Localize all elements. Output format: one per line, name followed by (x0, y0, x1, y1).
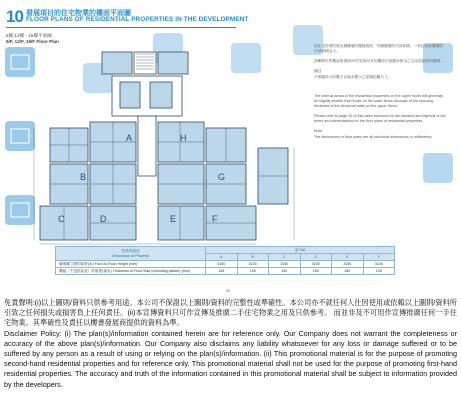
watermark-logo-icon (420, 150, 456, 186)
table-flat-col: A (206, 254, 238, 261)
note-en-heading: Note: (314, 129, 323, 133)
disclaimer-zh: 免責聲明:(i)以上圖則/資料只供參考用途。本公司不保證以上圖則/資料的完整性或準確性。本公司亦不就任何人仕因使用或依賴以上圖則/資料所引致之任何損失或損害負上任何責任。(ii)本宣傳資料只可作宣傳及推廣二手住宅物業之用及只供參考。 而並非及不可用作宣傳推廣任何一手住宅物業。其準確性及責任以樓書發展商提供的資料為準。 (4, 298, 457, 328)
note-zh-3: 平面圖所示的數字以毫米標示之建築結構尺寸。 (314, 75, 392, 79)
unit-label: D (100, 214, 107, 224)
plan-notes (314, 44, 446, 145)
unit-label: F (212, 214, 218, 224)
table-flat-col: C (269, 254, 301, 261)
note-en-3: The dimensions in floor plans are all structural dimensions in millimetres. (314, 135, 433, 139)
table-flat-col: F (363, 254, 395, 261)
property-description-table (55, 246, 395, 275)
table-header-flat: 室 Flat (206, 247, 395, 254)
note-en-2: Please refer to page 20 of this sales brochure for the remarks and legends of the terms and abbreviations for the floor plans of residential properties. (314, 114, 446, 123)
unit-label: E (170, 214, 177, 224)
floor-label-zh: 5樓,12樓 - 15樓平面圖 (6, 33, 52, 38)
table-row: 樓板（不包括灰泥）的厚度(毫米) Thickness of Floor Slab (excluding plaster) (mm) 125 150 150 150 150 125 (56, 268, 395, 275)
table-flat-col: D (300, 254, 332, 261)
table-flat-col: B (237, 254, 269, 261)
page-number: 22 (226, 288, 231, 293)
section-title-en: FLOOR PLANS OF RESIDENTIAL PROPERTIES IN THE DEVELOPMENT (26, 16, 249, 23)
note-zh-heading: 備註 (314, 69, 322, 73)
table-flat-col: E (332, 254, 364, 261)
note-zh-2: 請參閱本售樓說明書第20頁至第22頁的樓面平面圖所使用之名詞及縮寫的圖例。 (314, 59, 444, 63)
note-zh-1: 因住宅物業的較高層樓層的樓板較厚，有關樓層的內部面積，一般比較低樓層的內部面積為小。 (314, 44, 444, 53)
note-en-1: The internal areas of the residential properties on the upper floors will generally be slightly smaller than those on the lower floors because of the reducing thickness of the structural walls on the upper floors. (314, 94, 444, 108)
header-divider (6, 27, 236, 28)
section-number: 10 (6, 7, 23, 26)
disclaimer (4, 298, 457, 390)
unit-label: H (180, 133, 187, 143)
unit-label: A (126, 133, 133, 143)
disclaimer-en: Disclaimer Policy: (i) The plan(s)/information contained herein are for reference only. Our Company does not warrant the completeness or accuracy of the above plan(s)/information. Our Company also disclaims any liability whatsoever for any loss or damage suffered or to be suffered by any person as a result of using or relying on the plan(s)/information. (ii) This promotional material is for the purpose of promoting second-hand residential properties and for reference only. This promotional material shall not be used for the purpose of promoting first-hand residential properties. The accuracy and truth of the information contained in this promotional material shall be subject to information provided by the developers. (4, 328, 457, 389)
floor-label-en: 5/F, 12/F, 15/F Floor Plan (6, 39, 59, 44)
table-row: 層與層之間的高度(米) Floor-to-Floor Height (mm) 3150 3150 3150 3150 3150 3150 (56, 261, 395, 268)
unit-label: G (218, 172, 226, 182)
unit-label: C (58, 214, 65, 224)
section-title-zh: 發展項目的住宅物業的樓面平面圖 (26, 10, 131, 17)
table-header-description: 物業的描述 Description of Property (56, 247, 206, 261)
unit-label: B (80, 172, 87, 182)
